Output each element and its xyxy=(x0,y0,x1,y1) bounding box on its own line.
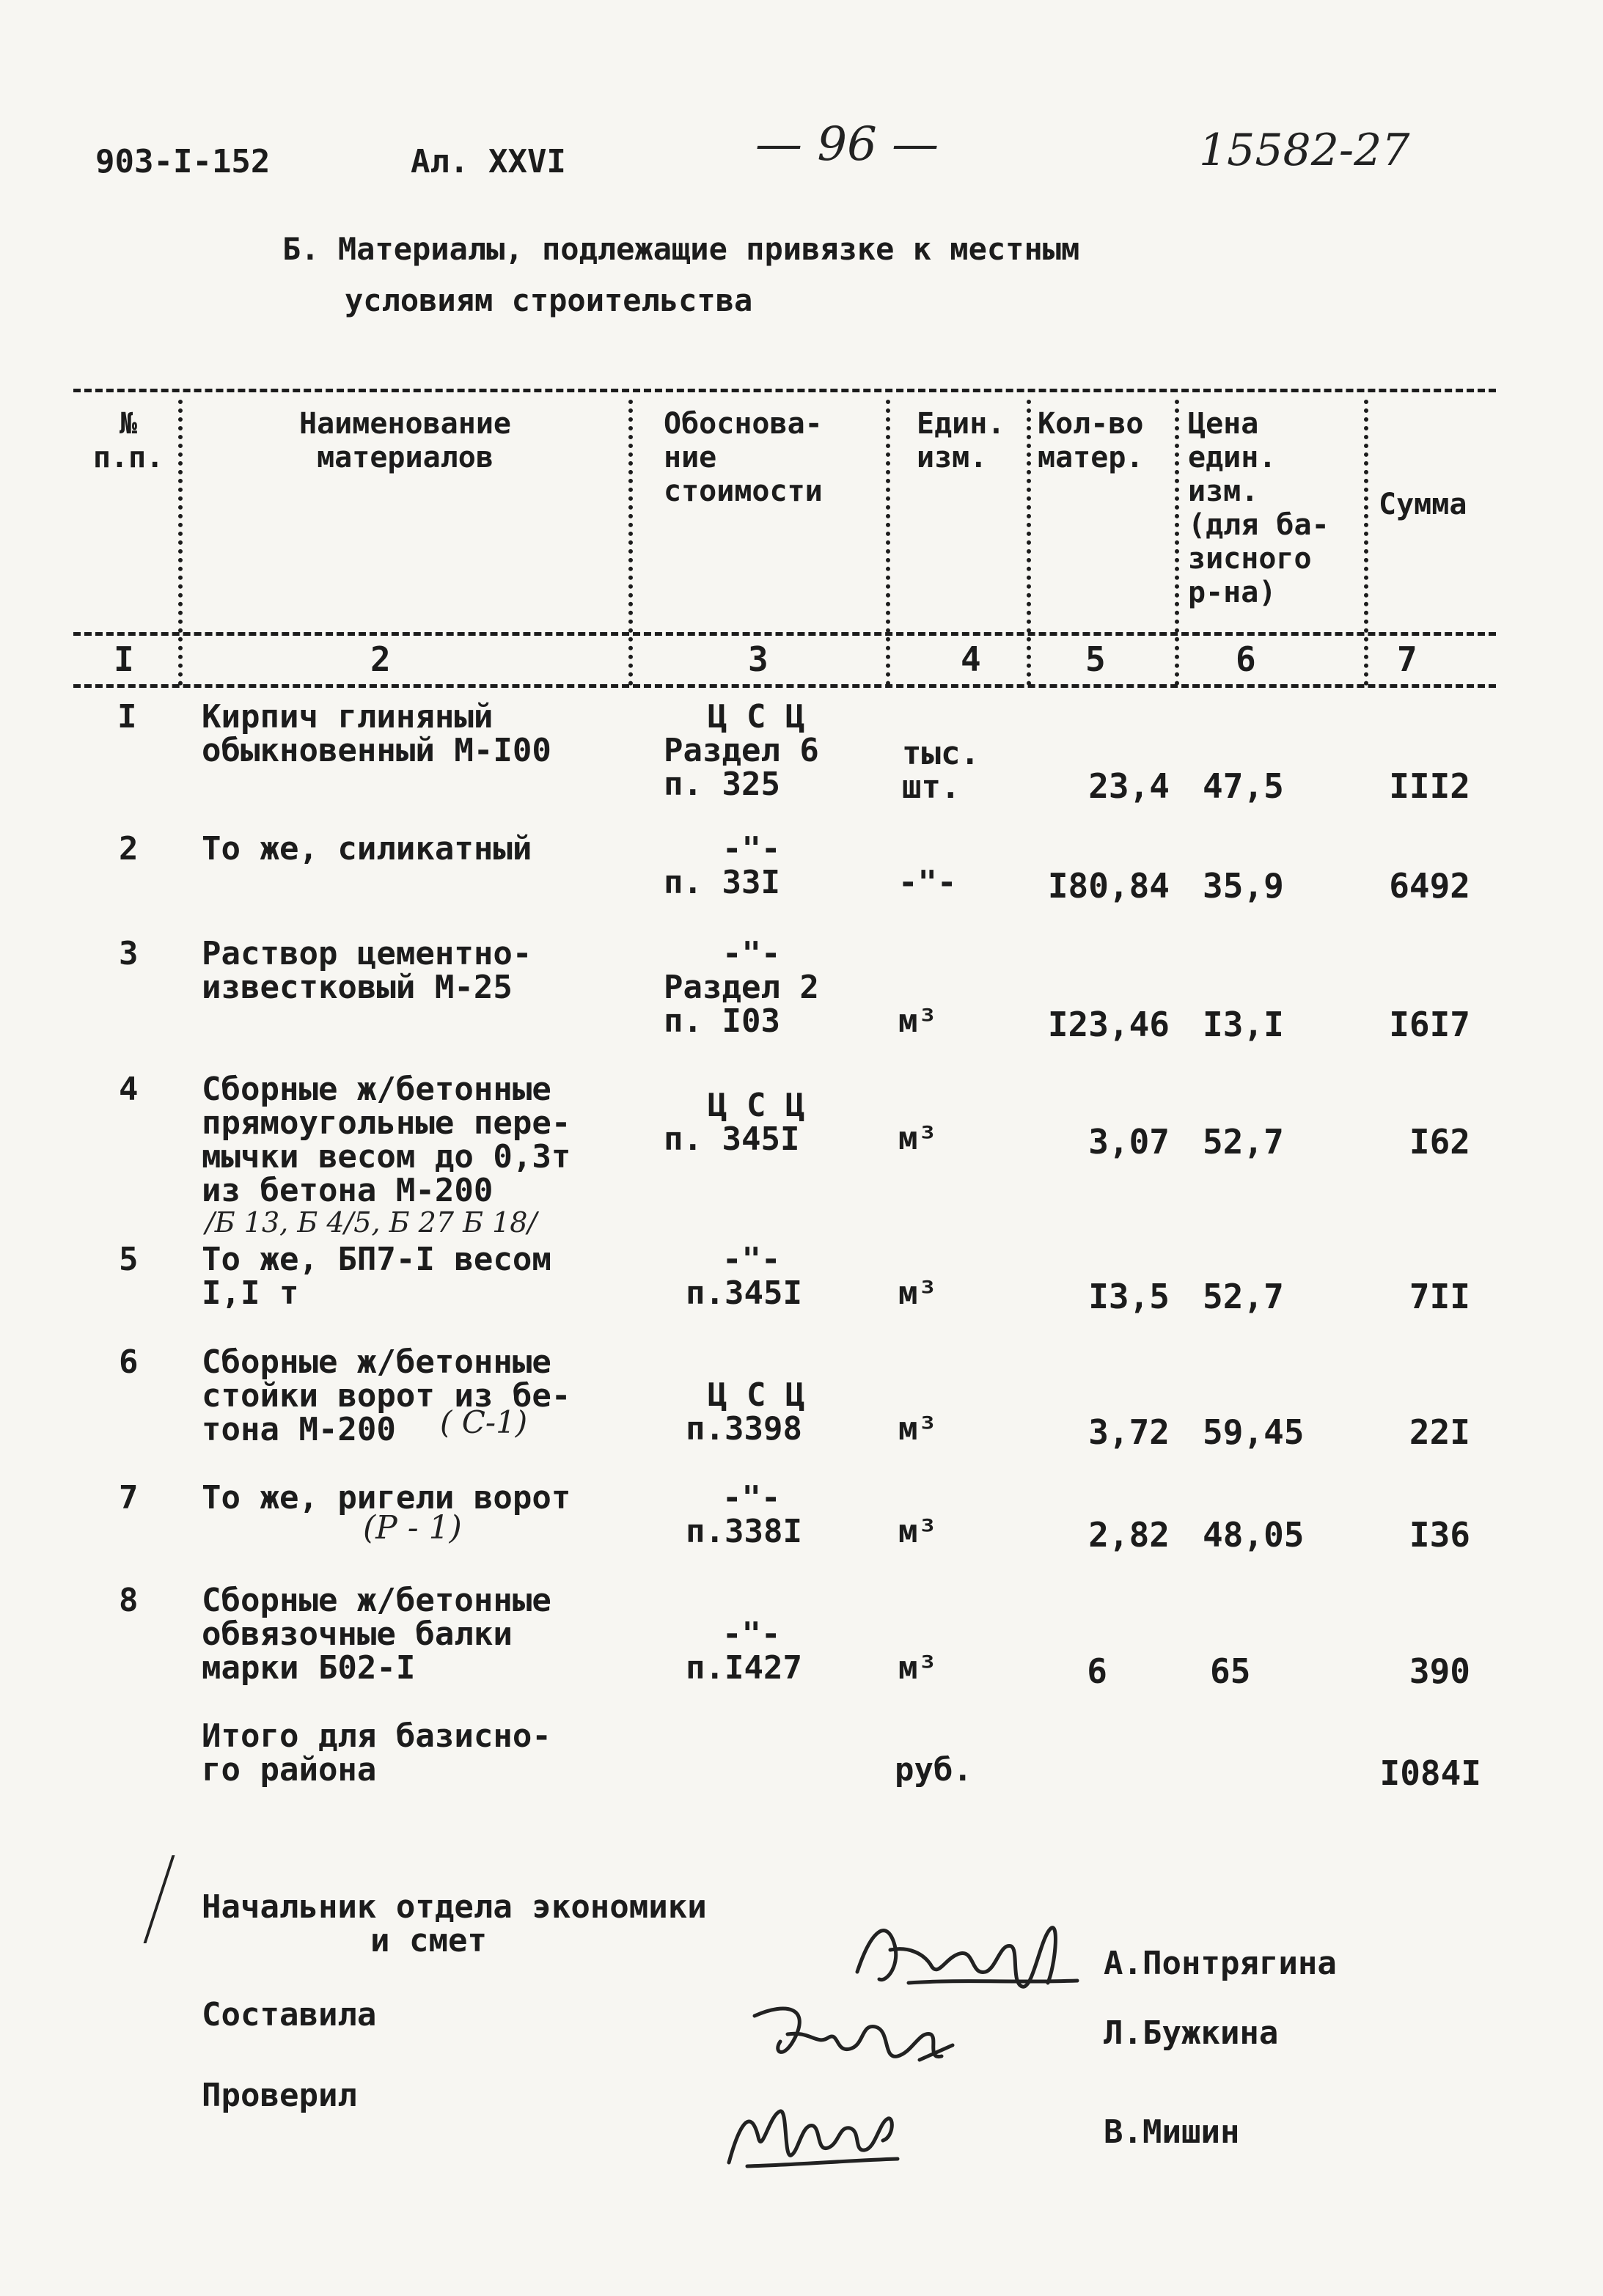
column-number: 3 xyxy=(748,639,769,679)
quantity: 6 xyxy=(1087,1651,1107,1691)
compiled-name: Л.Бужкина xyxy=(1104,2014,1279,2052)
unit-price: 65 xyxy=(1210,1651,1251,1691)
col-header-unit: Един. изм. xyxy=(917,407,1005,474)
handwritten-note: /Б 13, Б 4/5, Б 27 Б 18/ xyxy=(205,1206,538,1239)
row-number: 6 xyxy=(119,1343,139,1381)
unit: -"- xyxy=(898,864,957,901)
material-name: То же, БП7-I весом I,I т xyxy=(202,1241,551,1312)
unit: м³ xyxy=(898,1410,937,1448)
signature-checked xyxy=(689,2079,909,2190)
sum: III2 xyxy=(1389,766,1470,806)
row-number: 4 xyxy=(119,1071,139,1108)
column-number: 6 xyxy=(1236,639,1256,679)
checked-label: Проверил xyxy=(202,2077,357,2114)
handwritten-note: ( С-1) xyxy=(440,1404,528,1440)
column-divider xyxy=(886,400,890,686)
section-title-line2: условиям строительства xyxy=(345,282,753,318)
signature-compiled xyxy=(715,1980,964,2091)
material-name: Кирпич глиняный обыкновенный М-I00 xyxy=(202,698,551,769)
quantity: 3,07 xyxy=(1088,1122,1170,1162)
total-label: Итого для базисно- го района xyxy=(202,1717,551,1789)
section-title-line1: Б. Материалы, подлежащие привязке к местным xyxy=(282,231,1080,267)
quantity: 3,72 xyxy=(1088,1412,1170,1452)
row-number: 3 xyxy=(119,935,139,972)
unit-price: 48,05 xyxy=(1203,1515,1305,1555)
total-unit: руб. xyxy=(895,1751,972,1789)
unit-price: 52,7 xyxy=(1203,1277,1284,1316)
total-sum: I084I xyxy=(1379,1753,1481,1793)
header-bottom-rule xyxy=(73,632,1496,636)
material-name: Сборные ж/бетонные прямоугольные пере- мычки весом до 0,3т из бетона М-200 xyxy=(202,1071,571,1209)
material-name: То же, ригели ворот xyxy=(202,1479,571,1516)
cost-basis: -"- п. 33I xyxy=(664,830,781,901)
unit-price: 47,5 xyxy=(1203,766,1284,806)
head-title: Начальник отдела экономики и смет xyxy=(202,1888,707,1959)
material-name: Сборные ж/бетонные обвязочные балки марки Б02-I xyxy=(202,1582,551,1687)
column-number: I xyxy=(114,639,134,679)
col-header-quantity: Кол-во матер. xyxy=(1038,407,1144,474)
col-header-name: Наименование материалов xyxy=(299,407,511,474)
sheet-code: 15582-27 xyxy=(1199,125,1410,176)
quantity: I80,84 xyxy=(1047,866,1170,906)
column-divider xyxy=(1175,400,1179,686)
table-top-rule xyxy=(73,389,1496,392)
handwritten-note: (Р - 1) xyxy=(363,1509,462,1547)
unit-price: 59,45 xyxy=(1203,1412,1305,1452)
column-number: 5 xyxy=(1085,639,1106,679)
cost-basis: -"- п.I427 xyxy=(686,1615,802,1687)
row-number: I xyxy=(117,698,137,736)
unit: м³ xyxy=(898,1120,937,1157)
margin-slash xyxy=(144,1855,181,1943)
cost-basis: Ц С Ц п.3398 xyxy=(686,1376,805,1448)
column-number: 4 xyxy=(961,639,981,679)
unit-price: 35,9 xyxy=(1203,866,1284,906)
quantity: I3,5 xyxy=(1088,1277,1170,1316)
quantity: 2,82 xyxy=(1088,1515,1170,1555)
cost-basis: Ц С Ц Раздел 6 п. 325 xyxy=(664,698,819,803)
column-divider xyxy=(178,400,183,686)
unit-price: 52,7 xyxy=(1203,1122,1284,1162)
cost-basis: -"- Раздел 2 п. I03 xyxy=(664,935,819,1040)
head-name: А.Понтрягина xyxy=(1104,1945,1337,1982)
column-divider xyxy=(628,400,633,686)
sum: 22I xyxy=(1409,1412,1470,1452)
column-divider xyxy=(1027,400,1031,686)
sum: 390 xyxy=(1409,1651,1470,1691)
cost-basis: Ц С Ц п. 345I xyxy=(664,1087,805,1158)
column-divider xyxy=(1364,400,1368,686)
row-number: 5 xyxy=(119,1241,139,1278)
column-number: 7 xyxy=(1397,639,1417,679)
row-number: 8 xyxy=(119,1582,139,1619)
quantity: 23,4 xyxy=(1088,766,1170,806)
checked-name: В.Мишин xyxy=(1104,2113,1240,2151)
unit: м³ xyxy=(898,1649,937,1687)
cost-basis: -"- п.338I xyxy=(686,1479,802,1550)
column-number: 2 xyxy=(370,639,391,679)
cost-basis: -"- п.345I xyxy=(686,1241,802,1312)
row-number: 7 xyxy=(119,1479,139,1516)
material-name: Сборные ж/бетонные стойки ворот из бе- тона М-200 xyxy=(202,1343,571,1448)
unit: м³ xyxy=(898,1002,937,1040)
sum: 6492 xyxy=(1389,866,1470,906)
document-code: 903-I-152 xyxy=(95,143,271,180)
unit-price: I3,I xyxy=(1203,1005,1284,1044)
col-header-sum: Сумма xyxy=(1379,488,1467,521)
col-header-price: Цена един. изм. (для ба- зисного р-на) xyxy=(1188,407,1329,609)
sum: 7II xyxy=(1409,1277,1470,1316)
material-name: То же, силикатный xyxy=(202,830,532,868)
row-number: 2 xyxy=(119,830,139,868)
material-name: Раствор цементно- известковый М-25 xyxy=(202,935,532,1006)
col-header-basis: Обоснова- ние стоимости xyxy=(664,407,823,508)
sum: I6I7 xyxy=(1389,1005,1470,1044)
quantity: I23,46 xyxy=(1047,1005,1170,1044)
unit: тыс. шт. xyxy=(902,735,980,806)
unit: м³ xyxy=(898,1513,937,1550)
col-header-number: № п.п. xyxy=(92,407,164,474)
compiled-label: Составила xyxy=(202,1996,377,2033)
album-number: Ал. XXVI xyxy=(411,143,566,180)
sum: I62 xyxy=(1409,1122,1470,1162)
column-number-rule xyxy=(73,684,1496,688)
sum: I36 xyxy=(1409,1515,1470,1555)
page-number: — 96 — xyxy=(755,117,939,172)
unit: м³ xyxy=(898,1274,937,1312)
